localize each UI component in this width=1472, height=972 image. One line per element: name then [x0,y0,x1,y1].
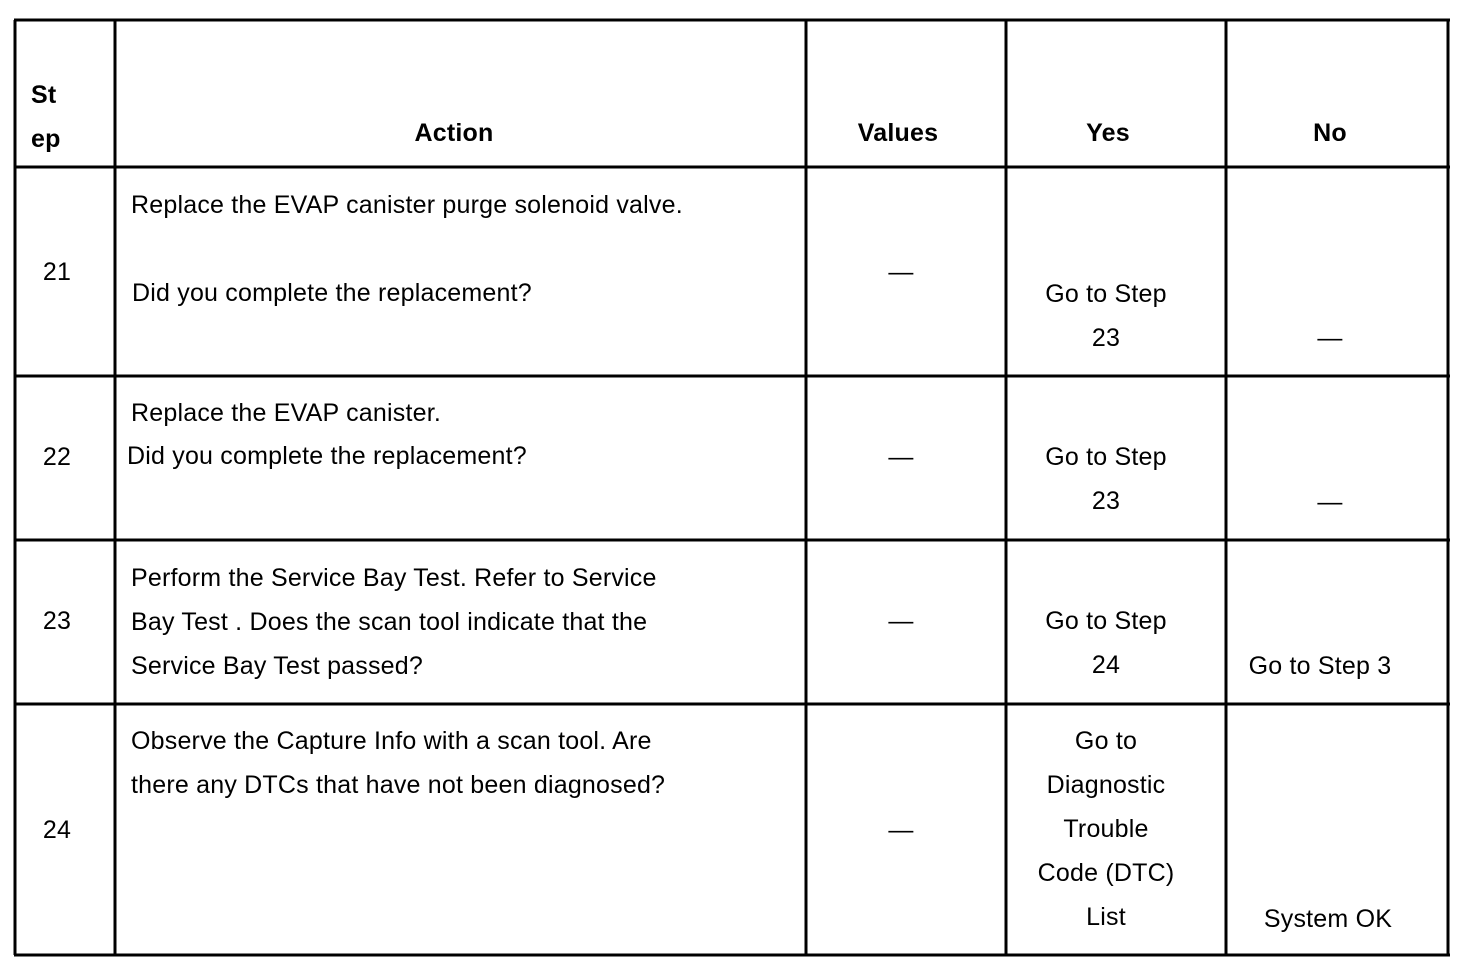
header-values: Values [857,119,939,147]
header-step: St ep [31,81,61,153]
yes-cell: Go to Step 24 [1045,607,1167,679]
action-text: Perform the Service Bay Test. Refer to Service Bay Test . Does the scan tool indicate that the Service Bay Test passed? [131,564,657,680]
step-number: 22 [42,443,72,471]
no-cell: — [1317,488,1343,516]
values-cell: — [888,258,914,286]
yes-cell: Go to Diagnostic Trouble Code (DTC) List [1037,727,1175,931]
no-cell: Go to Step 3 [1248,652,1392,680]
no-cell: System OK [1263,905,1393,933]
no-cell: — [1317,324,1343,352]
action-text: Replace the EVAP canister purge solenoid valve. [131,191,683,219]
action-text: Replace the EVAP canister. [131,399,442,427]
action-text: Observe the Capture Info with a scan tool. Are there any DTCs that have not been diagnosed? [131,727,666,799]
header-yes: Yes [1086,119,1130,147]
action-question: Did you complete the replacement? [127,442,527,470]
yes-cell: Go to Step 23 [1045,443,1167,515]
yes-cell: Go to Step 23 [1045,280,1167,352]
step-number: 23 [42,607,72,635]
values-cell: — [888,607,914,635]
values-cell: — [888,816,914,844]
header-action: Action [414,119,494,147]
values-cell: — [888,443,914,471]
header-no: No [1313,119,1347,147]
step-number: 24 [42,816,72,844]
step-number: 21 [42,258,72,286]
action-question: Did you complete the replacement? [132,279,532,307]
